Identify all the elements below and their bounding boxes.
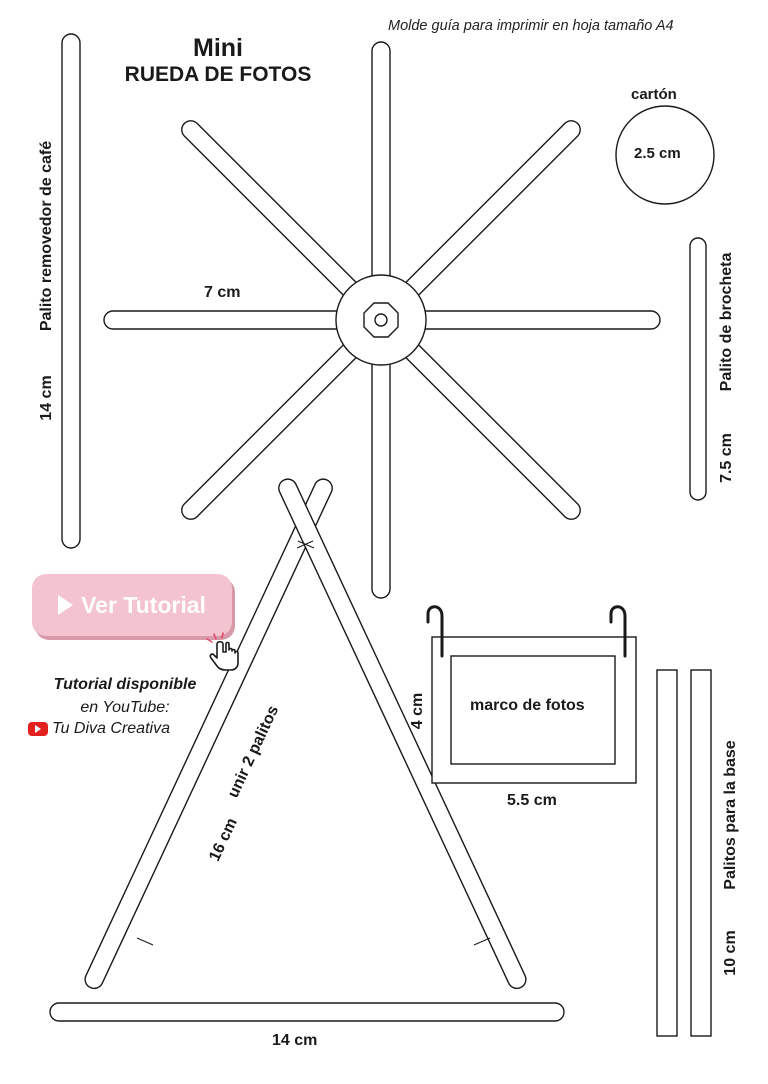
hand-pointer-icon: [203, 630, 243, 672]
skewer-shape: [690, 238, 706, 500]
base-stick-shape: [50, 1003, 564, 1021]
frame-height-label: 4 cm: [409, 692, 426, 730]
page-title: RUEDA DE FOTOS: [124, 63, 312, 86]
frame-label: marco de fotos: [470, 697, 585, 714]
disc-size-label: 2.5 cm: [634, 145, 681, 162]
youtube-icon: [28, 722, 48, 736]
youtube-text: en YouTube:: [80, 699, 170, 716]
play-icon: [58, 595, 73, 615]
base-sticks-length: 10 cm: [722, 930, 739, 976]
base-stick-2: [691, 670, 711, 1036]
join-sticks-label: unir 2 palitos: [224, 703, 283, 801]
ver-tutorial-button[interactable]: [32, 574, 232, 636]
title-mini: Mini: [193, 34, 243, 62]
base-sticks-label: Palitos para la base: [722, 740, 739, 890]
tutorial-available-text: Tutorial disponible: [53, 676, 197, 693]
skewer-label: Palito de brocheta: [718, 252, 735, 392]
skewer-length: 7.5 cm: [718, 433, 735, 483]
cardboard-label: cartón: [631, 86, 677, 103]
coffee-stick-label: Palito removedor de café: [38, 140, 55, 332]
channel-link[interactable]: [28, 720, 170, 738]
coffee-stick-length: 14 cm: [38, 375, 55, 421]
ver-tutorial-label: Ver Tutorial: [81, 591, 206, 618]
wheel-hub: [336, 275, 426, 365]
spoke-length-label: 7 cm: [204, 284, 241, 301]
leg-length-label: 16 cm: [206, 815, 241, 864]
page-subtitle: Molde guía para imprimir en hoja tamaño A4: [388, 18, 674, 34]
frame-width-label: 5.5 cm: [507, 792, 557, 809]
channel-name: Tu Diva Creativa: [52, 720, 170, 737]
base-stick-1: [657, 670, 677, 1036]
base-length-label: 14 cm: [272, 1032, 318, 1049]
coffee-stick-shape: [62, 34, 80, 548]
